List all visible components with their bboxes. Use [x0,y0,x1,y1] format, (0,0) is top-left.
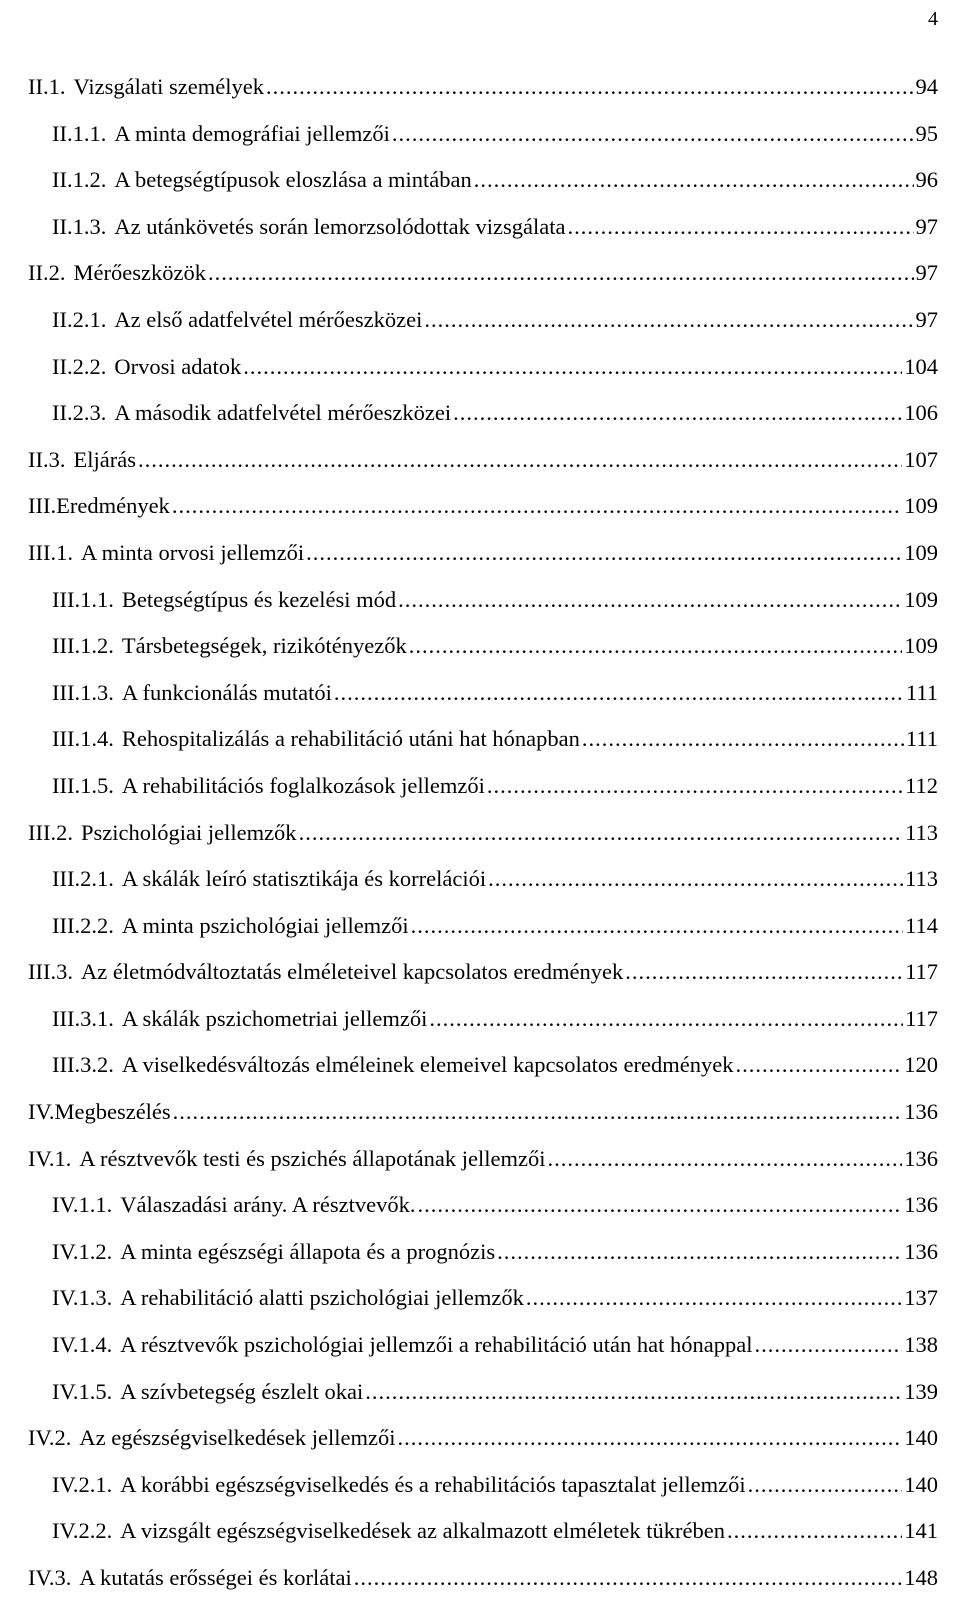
toc-entry[interactable] [28,157,938,204]
toc-entry-page: 96 [915,167,938,193]
toc-entry-title: Vizsgálati személyek [73,74,264,99]
dot-leader [365,1369,902,1416]
toc-entry-title: A vizsgált egészségviselkedések az alkalmazott elméletek tükrében [120,1518,725,1544]
toc-entry-title: Rehospitalizálás a rehabilitáció utáni hat hónapban [121,726,580,752]
page-number: 4 [928,8,938,30]
toc-entry-title: A minta orvosi jellemzői [80,539,305,565]
toc-entry-title: A résztvevők pszichológiai jellemzői a rehabilitáció után hat hónappal [120,1332,753,1358]
dot-leader [625,949,903,996]
toc-entry-number: II.3. [28,446,66,472]
toc-entry-page: 136 [904,1145,938,1171]
toc-entry-title: A minta demográfiai jellemzői [114,120,390,146]
toc-entry-number: IV.1.5. [52,1378,113,1404]
toc-entry[interactable] [28,1462,938,1509]
toc-entry[interactable] [28,1089,938,1136]
toc-entry-title: Eredmények [56,493,170,519]
toc-entry-page: 97 [915,213,938,239]
toc-entry-number: II.2.3. [52,400,107,426]
toc-entry-title: A szívbetegség észlelt okai [120,1378,364,1404]
toc-entry-number: III.1.1. [52,586,114,612]
toc-entry-title: Az életmódváltoztatás elméleteivel kapcsolatos eredmények [80,959,624,985]
toc-entry[interactable] [28,577,938,624]
toc-entry[interactable] [28,64,938,111]
toc-entry-page: 137 [904,1285,938,1311]
toc-entry-number: II.1.1. [52,120,107,146]
dot-leader [748,1462,903,1509]
toc-entry-page: 111 [905,679,938,705]
toc-entry-number: III.2.1. [52,866,114,892]
toc-entry-title: Az utánkövetés során lemorzsolódottak vizsgálata [114,213,566,239]
toc-entry-number: IV.1.3. [52,1285,113,1311]
toc-entry-title: A viselkedésváltozás elméleinek elemeivel kapcsolatos eredmények [121,1052,734,1078]
dot-leader [266,64,914,111]
toc-entry-number: II.1.3. [52,213,107,239]
toc-entry-title: Válaszadási arány. A résztvevők. [120,1192,416,1218]
table-of-contents [28,64,938,1602]
dot-leader [474,157,914,204]
toc-entry-title: A rehabilitációs foglalkozások jellemzői [121,772,485,798]
toc-entry-page: 106 [904,400,938,426]
toc-entry-number: III.1.5. [52,772,114,798]
dot-leader [392,111,914,158]
toc-entry-page: 97 [915,260,938,286]
dot-leader [138,437,902,484]
toc-entry[interactable] [28,297,938,344]
toc-entry-title: Az első adatfelvétel mérőeszközei [114,306,423,332]
toc-entry-title: Megbeszélés [54,1099,171,1125]
dot-leader [243,344,902,391]
dot-leader [173,1089,903,1136]
toc-entry-number: IV.1.1. [52,1192,113,1218]
toc-entry-page: 112 [905,772,938,798]
toc-entry[interactable] [28,1182,938,1229]
toc-entry-page: 109 [904,633,938,659]
toc-entry-page: 109 [904,493,938,519]
toc-entry-title: A minta egészségi állapota és a prognózis [120,1238,496,1264]
toc-entry-title: A második adatfelvétel mérőeszközei [114,400,452,426]
dot-leader [497,1229,902,1276]
dot-leader [526,1275,902,1322]
toc-entry[interactable] [28,390,938,437]
toc-entry-number: IV.2.1. [52,1471,113,1497]
toc-entry-number: IV.1.2. [52,1238,113,1264]
toc-entry-page: 111 [905,726,938,752]
dot-leader [736,1042,903,1089]
toc-entry-number: III.3.1. [52,1005,114,1031]
toc-entry[interactable] [28,1369,938,1416]
toc-entry-page: 113 [905,866,938,892]
toc-entry[interactable] [28,716,938,763]
dot-leader [306,530,902,577]
dot-leader [547,1136,902,1183]
toc-entry[interactable] [28,949,938,996]
toc-entry[interactable] [28,530,938,577]
toc-entry-page: 94 [915,74,938,99]
dot-leader [582,716,904,763]
toc-entry[interactable] [28,483,938,530]
dot-leader [354,1555,902,1602]
toc-entry[interactable] [28,1415,938,1462]
toc-entry-page: 148 [904,1565,938,1590]
toc-entry-number: III.1.3. [52,679,114,705]
toc-entry-number: III.1.2. [52,633,114,659]
toc-entry[interactable] [28,1136,938,1183]
toc-entry-number: III.3.2. [52,1052,114,1078]
toc-entry-title: Társbetegségek, rizikótényezők [121,633,407,659]
toc-entry-number: II.2. [28,260,66,286]
dot-leader [172,483,902,530]
dot-leader [409,623,903,670]
toc-entry[interactable] [28,763,938,810]
toc-entry[interactable] [28,1275,938,1322]
toc-entry-page: 140 [904,1425,938,1451]
dot-leader [488,856,903,903]
toc-entry-title: Pszichológiai jellemzők [80,819,297,845]
dot-leader [487,763,903,810]
toc-entry[interactable] [28,903,938,950]
dot-leader [727,1508,902,1555]
toc-entry[interactable] [28,996,938,1043]
toc-entry-number: II.1.2. [52,167,107,193]
toc-entry[interactable] [28,1508,938,1555]
toc-entry-number: II.2.2. [52,353,107,379]
dot-leader [411,903,903,950]
toc-entry-page: 136 [904,1238,938,1264]
toc-entry-title: A funkcionálás mutatói [121,679,332,705]
toc-entry-title: A rehabilitáció alatti pszichológiai jellemzők [120,1285,524,1311]
dot-leader [208,250,914,297]
toc-entry-page: 107 [904,446,938,472]
toc-entry[interactable] [28,1322,938,1369]
toc-entry-title: Orvosi adatok [114,353,242,379]
dot-leader [424,297,913,344]
toc-entry[interactable] [28,250,938,297]
toc-entry-page: 97 [915,306,938,332]
toc-entry-page: 140 [904,1471,938,1497]
toc-entry-number: IV.2. [28,1425,72,1451]
dot-leader [299,810,904,857]
toc-entry-number: III. [28,493,57,519]
toc-entry[interactable] [28,344,938,391]
toc-entry-page: 104 [904,353,938,379]
toc-entry-number: III.1. [28,539,73,565]
toc-entry[interactable] [28,670,938,717]
toc-entry-page: 120 [904,1052,938,1078]
toc-entry[interactable] [28,437,938,484]
toc-entry-page: 141 [904,1518,938,1544]
toc-entry-number: III.1.4. [52,726,114,752]
toc-entry-page: 109 [904,539,938,565]
toc-entry-page: 139 [904,1378,938,1404]
toc-entry-number: III.2. [28,819,73,845]
dot-leader [398,577,902,624]
toc-entry[interactable] [28,856,938,903]
toc-entry-page: 136 [904,1192,938,1218]
toc-entry-page: 117 [905,1005,938,1031]
toc-entry-title: A résztvevők testi és pszichés állapotának jellemzői [79,1145,546,1171]
toc-entry[interactable] [28,204,938,251]
dot-leader [453,390,902,437]
toc-entry[interactable] [28,1229,938,1276]
toc-entry-number: III.3. [28,959,73,985]
toc-entry-title: A skálák pszichometriai jellemzői [121,1005,428,1031]
toc-entry-number: IV. [28,1099,55,1125]
dot-leader [397,1415,902,1462]
toc-entry-page: 113 [905,819,938,845]
toc-entry-title: A skálák leíró statisztikája és korrelációi [121,866,487,892]
toc-entry-title: A korábbi egészségviselkedés és a rehabilitációs tapasztalat jellemzői [120,1471,746,1497]
toc-entry[interactable] [28,1555,938,1602]
dot-leader [755,1322,903,1369]
toc-entry-page: 117 [905,959,938,985]
toc-entry-title: Az egészségviselkedések jellemzői [79,1425,396,1451]
toc-entry-page: 109 [904,586,938,612]
toc-entry-number: IV.1. [28,1145,72,1171]
toc-entry-title: A minta pszichológiai jellemzői [121,912,409,938]
toc-entry-title: A betegségtípusok eloszlása a mintában [114,167,472,193]
toc-entry-title: A kutatás erősségei és korlátai [79,1565,352,1590]
toc-entry-title: Eljárás [73,446,136,472]
toc-entry-page: 138 [904,1332,938,1358]
toc-entry-number: III.2.2. [52,912,114,938]
dot-leader [568,204,914,251]
toc-entry-number: IV.1.4. [52,1332,113,1358]
toc-entry-page: 95 [915,120,938,146]
toc-entry[interactable] [28,623,938,670]
toc-entry-title: Betegségtípus és kezelési mód [121,586,397,612]
toc-entry-page: 136 [904,1099,938,1125]
toc-entry-page: 114 [905,912,938,938]
dot-leader [429,996,903,1043]
toc-entry[interactable] [28,111,938,158]
dot-leader [334,670,904,717]
toc-entry[interactable] [28,810,938,857]
toc-entry-number: IV.3. [28,1565,72,1590]
dot-leader [418,1182,903,1229]
toc-entry-number: IV.2.2. [52,1518,113,1544]
toc-entry-number: II.2.1. [52,306,107,332]
toc-entry-number: II.1. [28,74,66,99]
toc-entry-title: Mérőeszközök [73,260,206,286]
toc-entry[interactable] [28,1042,938,1089]
